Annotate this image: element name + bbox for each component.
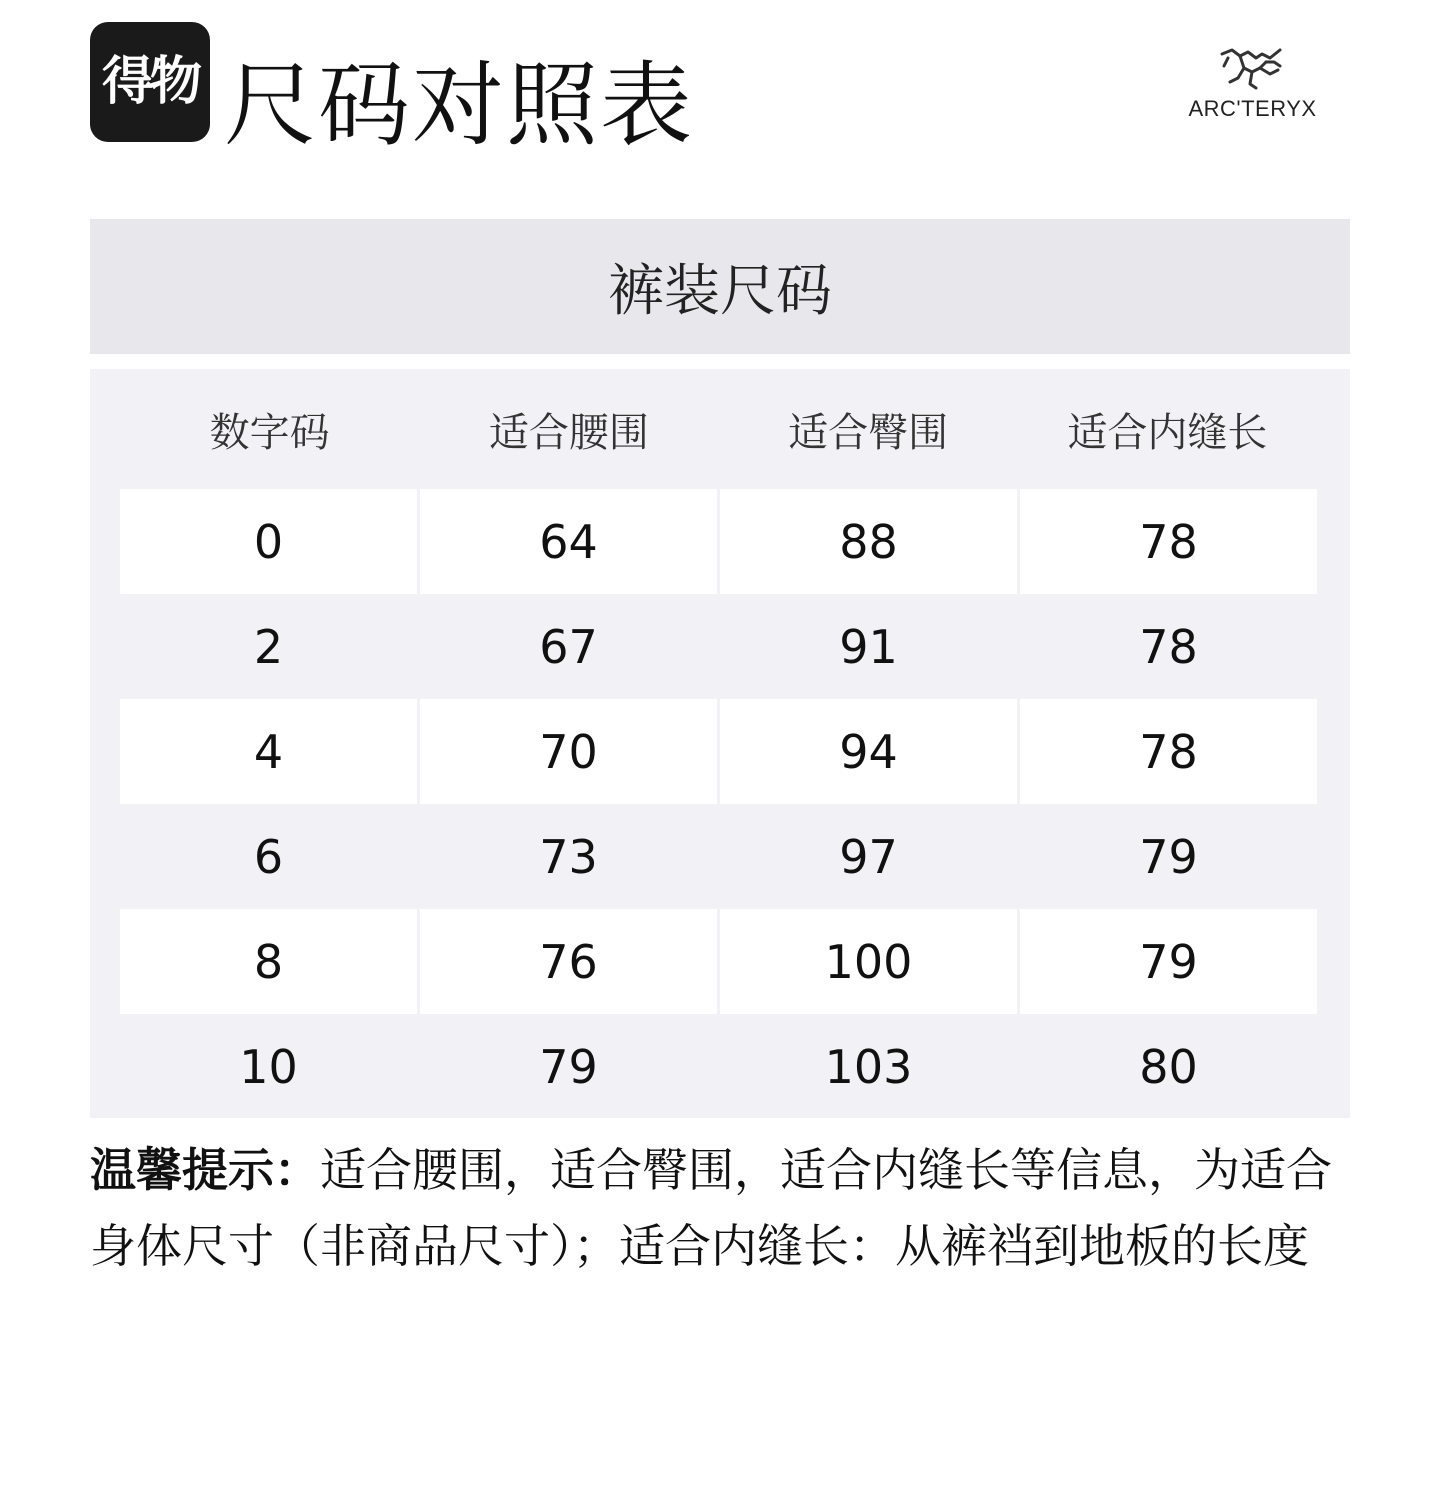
header-size-code: 数字码 — [209, 409, 330, 456]
table-cell: 79 — [1020, 909, 1317, 1014]
size-table — [90, 369, 1350, 1118]
table-cell: 100 — [720, 909, 1017, 1014]
table-cell: 80 — [1139, 1039, 1198, 1094]
table-cell: 78 — [1020, 699, 1317, 804]
table-cell: 88 — [720, 489, 1017, 594]
table-cell: 70 — [420, 699, 717, 804]
table-cell: 6 — [253, 829, 284, 884]
brand-logo — [1180, 40, 1325, 130]
section-banner — [90, 219, 1350, 354]
table-cell: 78 — [1139, 619, 1198, 674]
section-title: 裤装尺码 — [608, 258, 832, 324]
table-cell: 79 — [1139, 829, 1198, 884]
header-hip: 适合臀围 — [788, 409, 949, 456]
table-row — [120, 699, 1317, 804]
brand-name: ARC'TERYX — [1188, 96, 1317, 121]
notice-label: 温馨提示： — [90, 1143, 320, 1197]
notice-text — [90, 1132, 1352, 1284]
table-cell: 78 — [1020, 489, 1317, 594]
table-cell: 10 — [239, 1039, 298, 1094]
table-cell: 0 — [120, 489, 417, 594]
table-cell: 4 — [120, 699, 417, 804]
header-inseam: 适合内缝长 — [1067, 409, 1268, 456]
table-row — [120, 489, 1317, 594]
header-waist: 适合腰围 — [488, 409, 649, 456]
archaeopteryx-icon — [1218, 42, 1288, 92]
notice-body: 适合腰围，适合臀围，适合内缝长等信息，为适合身体尺寸（非商品尺寸）；适合内缝长：从裤裆到地板的长度 — [90, 1143, 1332, 1273]
dewu-logo-text: 得物 — [101, 52, 198, 112]
page-title: 尺码对照表 — [224, 52, 695, 159]
table-row — [120, 1014, 1317, 1119]
table-row — [120, 804, 1317, 909]
table-cell: 94 — [720, 699, 1017, 804]
table-cell: 103 — [824, 1039, 913, 1094]
table-cell: 79 — [539, 1039, 598, 1094]
table-row — [120, 594, 1317, 699]
table-cell: 91 — [839, 619, 898, 674]
table-header-row — [120, 369, 1317, 489]
table-cell: 97 — [839, 829, 898, 884]
table-cell: 2 — [253, 619, 284, 674]
table-cell: 8 — [120, 909, 417, 1014]
table-cell: 64 — [420, 489, 717, 594]
table-row — [120, 909, 1317, 1014]
table-cell: 73 — [539, 829, 598, 884]
table-cell: 76 — [420, 909, 717, 1014]
dewu-logo — [90, 22, 210, 142]
table-cell: 67 — [539, 619, 598, 674]
